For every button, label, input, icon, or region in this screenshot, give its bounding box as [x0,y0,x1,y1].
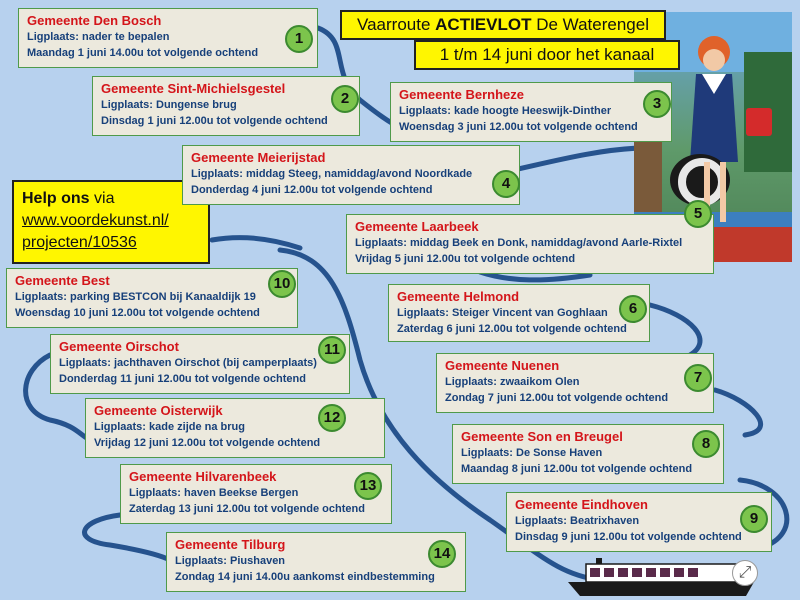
stop-gemeente: Gemeente Nuenen [445,358,560,373]
help-bold: Help ons [22,190,90,207]
stop-number-badge: 10 [268,270,296,298]
stop-ligplaats: Ligplaats: kade hoogte Heeswijk-Dinther [399,105,612,117]
stop-datum: Zaterdag 13 juni 12.00u tot volgende ochtend [129,503,365,515]
stop-14 [166,532,466,592]
stop-ligplaats: Ligplaats: middag Beek en Donk, namiddag/avond Aarle-Rixtel [355,237,683,249]
stop-gemeente: Gemeente Bernheze [399,87,524,102]
stop-number-badge: 14 [428,540,456,568]
stop-datum: Zaterdag 6 juni 12.00u tot volgende ochtend [397,323,627,335]
stop-datum: Dinsdag 9 juni 12.00u tot volgende ochtend [515,531,742,543]
stop-9 [506,492,772,552]
stop-8 [452,424,724,484]
stop-gemeente: Gemeente Son en Breugel [461,429,623,444]
stop-gemeente: Gemeente Sint-Michielsgestel [101,81,286,96]
stop-gemeente: Gemeente Meierijstad [191,150,326,165]
stop-datum: Maandag 8 juni 12.00u tot volgende ochtend [461,463,693,475]
stop-datum: Vrijdag 12 juni 12.00u tot volgende ochtend [94,437,321,449]
stop-datum: Donderdag 11 juni 12.00u tot volgende ochtend [59,373,306,385]
stop-number-badge: 7 [684,364,712,392]
stop-ligplaats: Ligplaats: Beatrixhaven [515,515,640,527]
stop-gemeente: Gemeente Oirschot [59,339,179,354]
stop-number-badge: 13 [354,472,382,500]
stop-number-badge: 3 [643,90,671,118]
stop-gemeente: Gemeente Den Bosch [27,13,162,28]
stop-gemeente: Gemeente Best [15,273,110,288]
stop-number-badge: 9 [740,505,768,533]
stop-datum: Donderdag 4 juni 12.00u tot volgende ochtend [191,184,433,196]
stop-ligplaats: Ligplaats: Piushaven [175,555,286,567]
route-title-banner [340,10,666,40]
canal-boat-illustration [566,556,756,600]
stop-ligplaats: Ligplaats: haven Beekse Bergen [129,487,299,499]
stop-number-badge: 12 [318,404,346,432]
stop-ligplaats: Ligplaats: parking BESTCON bij Kanaaldijk 19 [15,291,256,303]
stop-5 [346,214,714,274]
link-line1: www.voordekunst.nl/ [22,212,169,229]
stop-datum: Dinsdag 1 juni 12.00u tot volgende ochtend [101,115,328,127]
stop-ligplaats: Ligplaats: middag Steeg, namiddag/avond Noordkade [191,168,473,180]
stop-6 [388,284,650,342]
stop-ligplaats: Ligplaats: zwaaikom Olen [445,376,580,388]
stop-gemeente: Gemeente Laarbeek [355,219,479,234]
stop-ligplaats: Ligplaats: Steiger Vincent van Goghlaan [397,307,608,319]
stop-gemeente: Gemeente Oisterwijk [94,403,223,418]
help-banner [12,180,210,264]
stop-11 [50,334,350,394]
crowdfunding-link[interactable] [22,212,169,251]
stop-ligplaats: Ligplaats: De Sonse Haven [461,447,603,459]
stop-number-badge: 5 [684,200,712,228]
title-prefix: Vaarroute [357,15,436,34]
stop-number-badge: 1 [285,25,313,53]
stop-datum: Vrijdag 5 juni 12.00u tot volgende ochtend [355,253,576,265]
stop-datum: Maandag 1 juni 14.00u tot volgende ochtend [27,47,259,59]
stop-ligplaats: Ligplaats: Dungense brug [101,99,237,111]
stop-gemeente: Gemeente Eindhoven [515,497,648,512]
stop-10 [6,268,298,328]
stop-3 [390,82,672,142]
stop-4 [182,145,520,205]
stop-gemeente: Gemeente Helmond [397,289,520,304]
stop-ligplaats: Ligplaats: jachthaven Oirschot (bij camperplaats) [59,357,317,369]
stop-ligplaats: Ligplaats: nader te bepalen [27,31,170,43]
stop-number-badge: 6 [619,295,647,323]
stop-gemeente: Gemeente Hilvarenbeek [129,469,277,484]
stop-datum: Woensdag 10 juni 12.00u tot volgende ochtend [15,307,260,319]
stop-number-badge: 11 [318,336,346,364]
stop-number-badge: 4 [492,170,520,198]
stop-1 [18,8,318,68]
stop-datum: Woensdag 3 juni 12.00u tot volgende ochtend [399,121,638,133]
stop-datum: Zondag 7 juni 12.00u tot volgende ochtend [445,392,669,404]
route-dates-banner [414,40,680,70]
title-bold: ACTIEVLOT [435,15,532,34]
stop-gemeente: Gemeente Tilburg [175,537,286,552]
stop-2 [92,76,360,136]
help-via: via [89,190,115,207]
expand-icon[interactable]: ⤢ [732,560,758,586]
stop-ligplaats: Ligplaats: kade zijde na brug [94,421,245,433]
dates-text: 1 t/m 14 juni door het kanaal [439,45,655,64]
stop-13 [120,464,392,524]
link-line2: projecten/10536 [22,234,137,251]
stop-number-badge: 8 [692,430,720,458]
stop-7 [436,353,714,413]
stop-datum: Zondag 14 juni 14.00u aankomst eindbestemming [175,571,435,583]
stop-number-badge: 2 [331,85,359,113]
title-suffix: De Waterengel [531,15,649,34]
